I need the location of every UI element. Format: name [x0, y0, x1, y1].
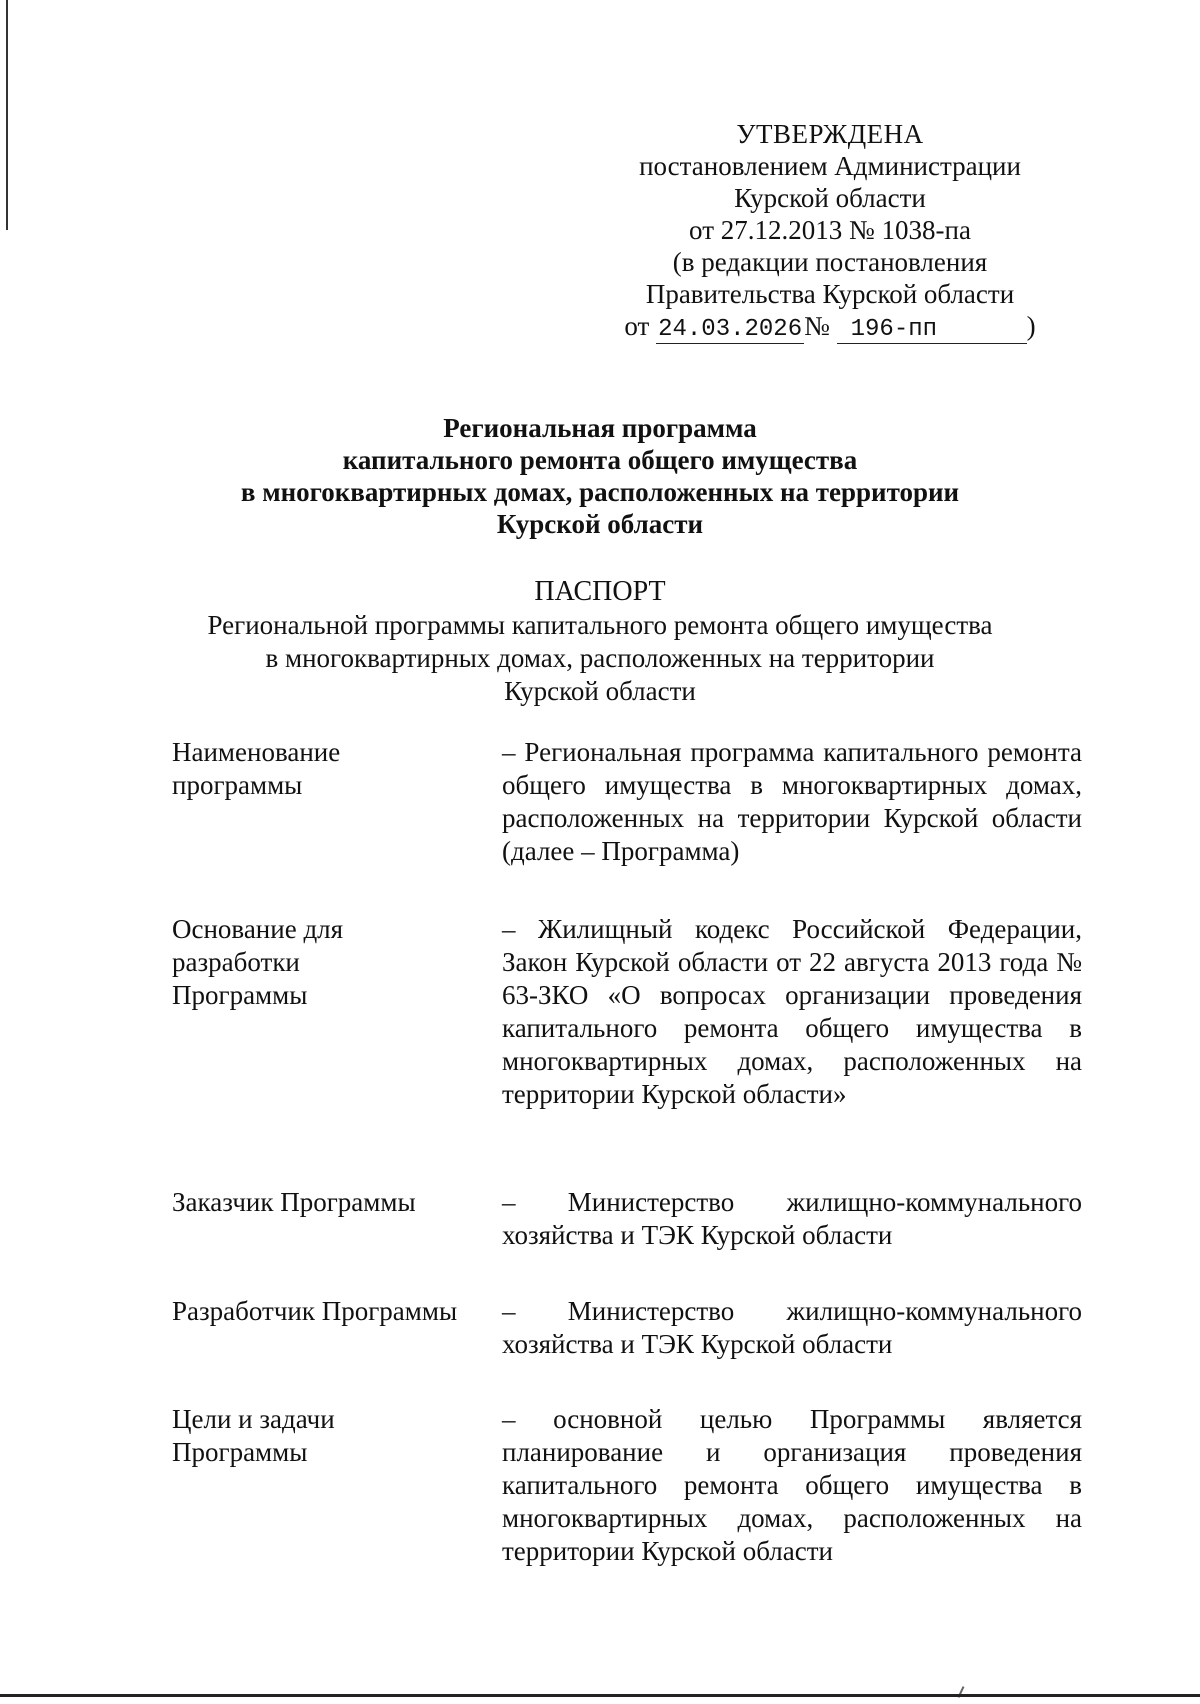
row-label-line: Основание для — [172, 914, 344, 944]
approval-ot: от — [624, 311, 650, 341]
row-value: – Министерство жилищно-коммунального хозяйства и ТЭК Курской области — [502, 1187, 1082, 1250]
row-label-line: программы — [172, 770, 303, 800]
approval-stamp-block — [600, 118, 1060, 342]
row-label — [172, 913, 482, 1012]
row-label-line: разработки — [172, 947, 300, 977]
row-label — [172, 1403, 482, 1469]
row-value: – основной целью Программы является планирование и организация проведения капитального ремонта общего имущества в многоквартирных домах, расположенных на территории Курской области — [502, 1404, 1082, 1566]
passport-heading-block — [150, 575, 1050, 708]
approval-line-1: постановлением Администрации — [639, 151, 1021, 181]
row-label-line: Программы — [172, 980, 308, 1010]
row-label-line: Наименование — [172, 737, 341, 767]
approval-line-3: от 27.12.2013 № 1038-па — [689, 215, 971, 245]
passport-heading: ПАСПОРТ — [534, 576, 666, 607]
passport-line-3: Курской области — [504, 676, 696, 706]
approval-line-5: Правительства Курской области — [645, 279, 1015, 309]
passport-line-2: в многоквартирных домах, расположенных на территории — [265, 643, 935, 673]
passport-line-1: Региональной программы капитального ремонта общего имущества — [207, 610, 993, 640]
approval-line-2: Курской области — [734, 183, 926, 213]
approval-date: 24.03.2026 — [658, 316, 803, 343]
row-value: – Министерство жилищно-коммунального хозяйства и ТЭК Курской области — [502, 1296, 1082, 1359]
row-value: – Региональная программа капитального ремонта общего имущества в многоквартирных домах, расположенных на территории Курской области (далее – Программа) — [502, 737, 1082, 866]
row-label-line: Программы — [172, 1437, 308, 1467]
row-label — [172, 1295, 482, 1328]
row-value: – Жилищный кодекс Российской Федерации, Закон Курской области от 22 августа 2013 года № 63-ЗКО «О вопросах организации проведения капитального ремонта общего имущества в многоквартирных домах, расположенных на территории Курской области» — [502, 914, 1082, 1109]
approval-close-paren: ) — [1026, 311, 1036, 341]
row-label — [172, 736, 482, 802]
title-line-1: Региональная программа — [443, 413, 757, 443]
row-label — [172, 1186, 482, 1219]
title-line-4: Курской области — [496, 509, 704, 539]
approval-edition-line — [600, 310, 1060, 342]
row-label-line: Разработчик Программы — [172, 1296, 458, 1326]
row-label-line: Цели и задачи — [172, 1404, 335, 1434]
approval-heading: УТВЕРЖДЕНА — [736, 119, 924, 149]
scan-bottom-edge-line — [0, 1694, 1200, 1697]
document-title — [150, 412, 1050, 540]
title-line-2: капитального ремонта общего имущества — [342, 445, 858, 475]
scan-left-margin-line — [6, 0, 8, 230]
approval-line-4: (в редакции постановления — [672, 247, 988, 277]
approval-num-sign: № — [804, 311, 830, 341]
title-line-3: в многоквартирных домах, расположенных на территории — [240, 477, 960, 507]
approval-number: 196-пп — [837, 317, 1027, 344]
row-label-line: Заказчик Программы — [172, 1187, 416, 1217]
